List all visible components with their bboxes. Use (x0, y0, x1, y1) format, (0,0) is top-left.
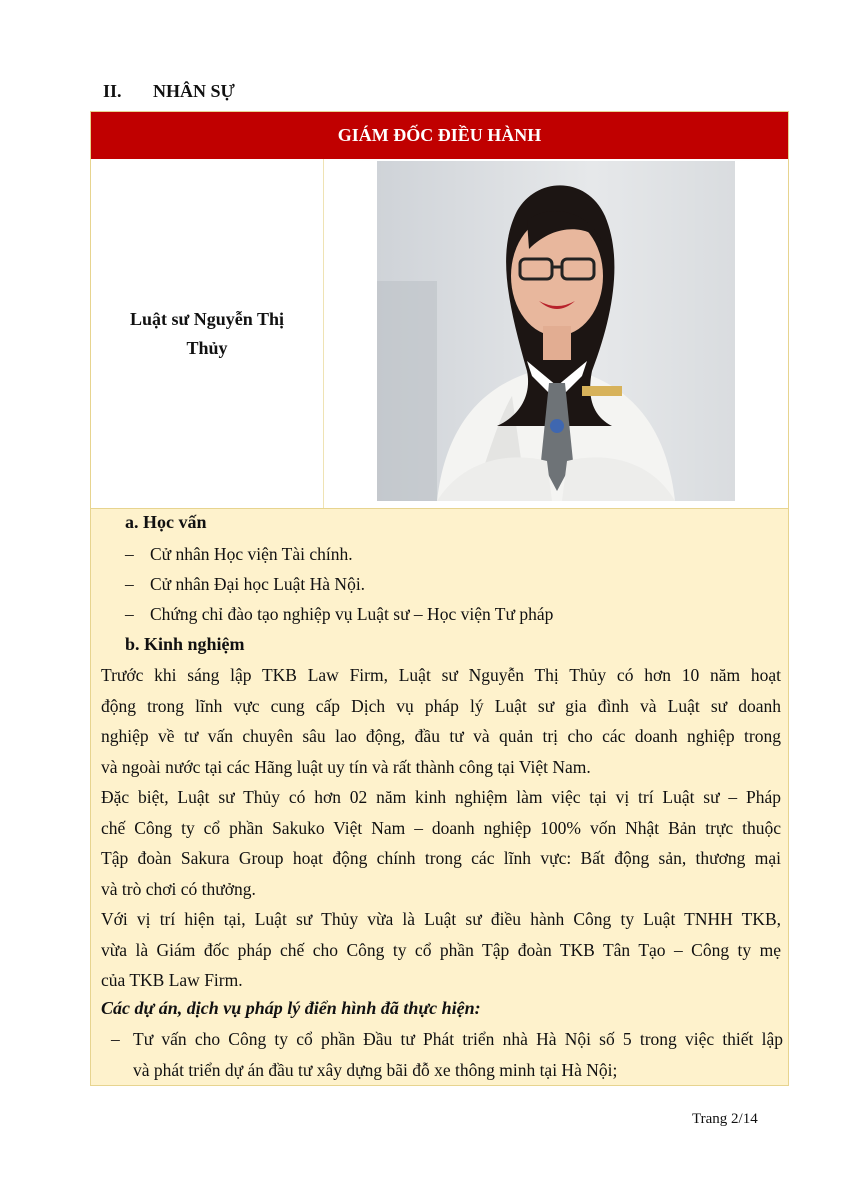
experience-paragraph-3: Với vị trí hiện tại, Luật sư Thủy vừa là Luật sư điều hành Công ty Luật TNHH TKB, vừa là Giám đốc pháp chế cho Công ty cổ phần Tập đoàn TKB Tân Tạo – Công ty mẹ của TKB Law Firm. (101, 909, 781, 990)
list-item: – Chứng chỉ đào tạo nghiệp vụ Luật sư – Học viện Tư pháp (125, 604, 554, 624)
section-number: II. (103, 81, 122, 101)
role-banner: GIÁM ĐỐC ĐIỀU HÀNH (91, 112, 788, 159)
page-number: Trang 2/14 (692, 1111, 758, 1127)
cell-divider (323, 159, 324, 509)
profile-table: GIÁM ĐỐC ĐIỀU HÀNH Luật sư Nguyễn Thị Thủy a. Học vấn – Cử nhân Học viện Tài chính. – Cử nhân Đại học Luật Hà Nội. – Chứng chỉ đào tạo nghiệp vụ Luật sư – Học viện Tư pháp b. Kinh nghiệm Trước khi sáng lập TKB Law Firm, Luật sư Nguyễn Thị Thủy có hơn 10 năm hoạt động trong lĩnh vực cung cấp Dịch vụ pháp lý Luật sư gia đình và Luật sư doanh nghiệp về tư vấn chuyên sâu lao động, đầu tư và quản trị cho các doanh nghiệp trong và ngoài nước tại các Hãng luật uy tín và rất thành công tại Việt Nam. Đặc biệt, Luật sư Thủy có hơn 02 năm kinh nghiệm làm việc tại vị trí Luật sư – Pháp chế Công ty cổ phần Sakuko Việt Nam – doanh nghiệp 100% vốn Nhật Bản trực thuộc Tập đoàn Sakura Group hoạt động chính trong các lĩnh vực: Bất động sản, thương mại và trò chơi có thưởng. Với vị trí hiện tại, Luật sư Thủy vừa là Luật sư điều hành Công ty Luật TNHH TKB, vừa là Giám đốc pháp chế cho Công ty cổ phần Tập đoàn TKB Tân Tạo – Công ty mẹ của TKB Law Firm. Các dự án, dịch vụ pháp lý điển hình đã thực hiện: – Tư vấn cho Công ty cổ phần Đầu tư Phát triển nhà Hà Nội số 5 trong việc thiết lập và phát triển dự án đầu tư xây dựng bãi đỗ xe thông minh tại Hà Nội; (90, 111, 789, 1086)
lawyer-name (91, 159, 323, 509)
education-heading: a. Học vấn (125, 512, 207, 532)
experience-heading: b. Kinh nghiệm (125, 634, 245, 654)
experience-paragraph-1: Trước khi sáng lập TKB Law Firm, Luật sư Nguyễn Thị Thủy có hơn 10 năm hoạt động trong lĩnh vực cung cấp Dịch vụ pháp lý Luật sư gia đình và Luật sư doanh nghiệp về tư vấn chuyên sâu lao động, đầu tư và quản trị cho các doanh nghiệp trong và ngoài nước tại các Hãng luật uy tín và rất thành công tại Việt Nam. (101, 665, 781, 777)
section-heading (103, 81, 235, 102)
experience-paragraph-2: Đặc biệt, Luật sư Thủy có hơn 02 năm kinh nghiệm làm việc tại vị trí Luật sư – Pháp chế Công ty cổ phần Sakuko Việt Nam – doanh nghiệp 100% vốn Nhật Bản trực thuộc Tập đoàn Sakura Group hoạt động chính trong các lĩnh vực: Bất động sản, thương mại và trò chơi có thưởng. (101, 787, 781, 899)
section-title: NHÂN SỰ (153, 81, 235, 101)
profile-row (91, 159, 788, 509)
portrait-photo (377, 161, 735, 501)
name-line-2: Thủy (186, 338, 228, 358)
list-item: – Cử nhân Đại học Luật Hà Nội. (125, 574, 366, 594)
name-line-1: Luật sư Nguyễn Thị (129, 309, 285, 329)
list-item: – Cử nhân Học viện Tài chính. (125, 544, 353, 564)
projects-heading: Các dự án, dịch vụ pháp lý điển hình đã thực hiện: (101, 998, 481, 1018)
